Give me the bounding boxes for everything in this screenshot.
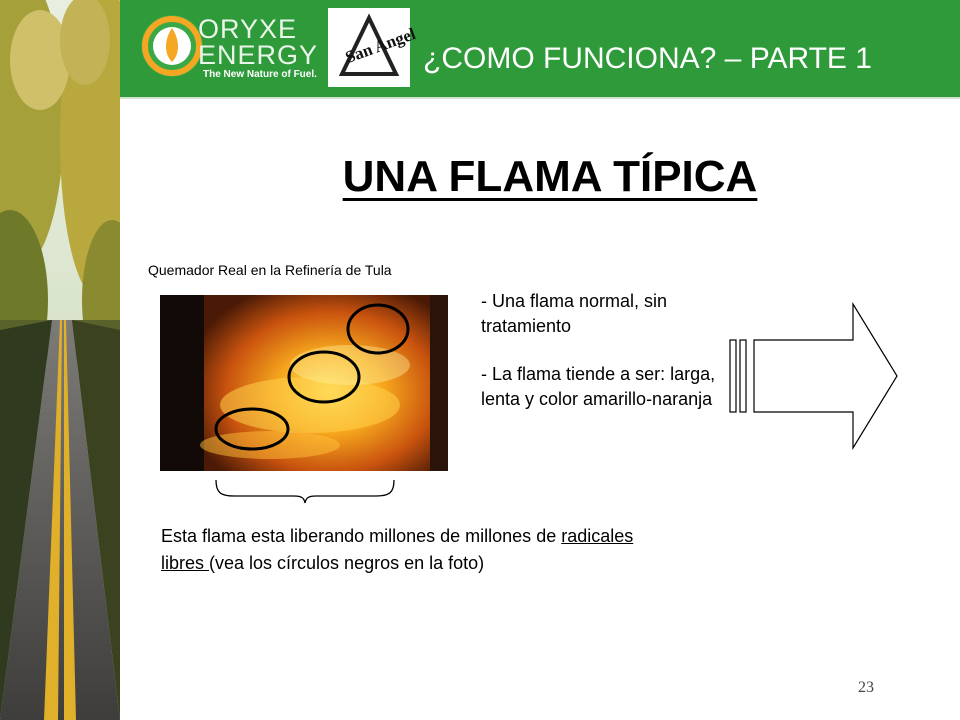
slide-title: [0, 152, 960, 202]
free-radicals-note: [161, 523, 641, 577]
page-number: 23: [858, 679, 874, 696]
note-text-underlined: radicales libres: [161, 526, 634, 573]
photo-caption: Quemador Real en la Refinería de Tula: [148, 262, 392, 278]
header-divider: [120, 97, 960, 99]
oryxe-name-line2: ENERGY: [198, 40, 319, 70]
flame-photo: [160, 295, 448, 471]
note-text-after: (vea los círculos negros en la foto): [209, 553, 485, 573]
bullet-normal-flame: - Una flama normal, sin tratamiento: [481, 291, 668, 336]
san-angel-logo-text: San Angel: [342, 24, 419, 67]
bullet-flame-characteristics: - La flama tiende a ser: larga, lenta y color amarillo-naranja: [481, 364, 716, 409]
block-right-arrow-icon: [725, 300, 905, 450]
slide-title-text: UNA FLAMA TÍPICA: [342, 152, 758, 201]
note-text-before: Esta flama esta liberando millones de millones de: [161, 526, 562, 546]
oryxe-tagline: The New Nature of Fuel.: [203, 69, 317, 80]
header-title: ¿COMO FUNCIONA? – PARTE 1: [423, 42, 872, 75]
oryxe-name-line1: ORYXE: [198, 14, 298, 44]
curly-brace-icon: [214, 478, 396, 504]
road-photo: [0, 0, 120, 720]
